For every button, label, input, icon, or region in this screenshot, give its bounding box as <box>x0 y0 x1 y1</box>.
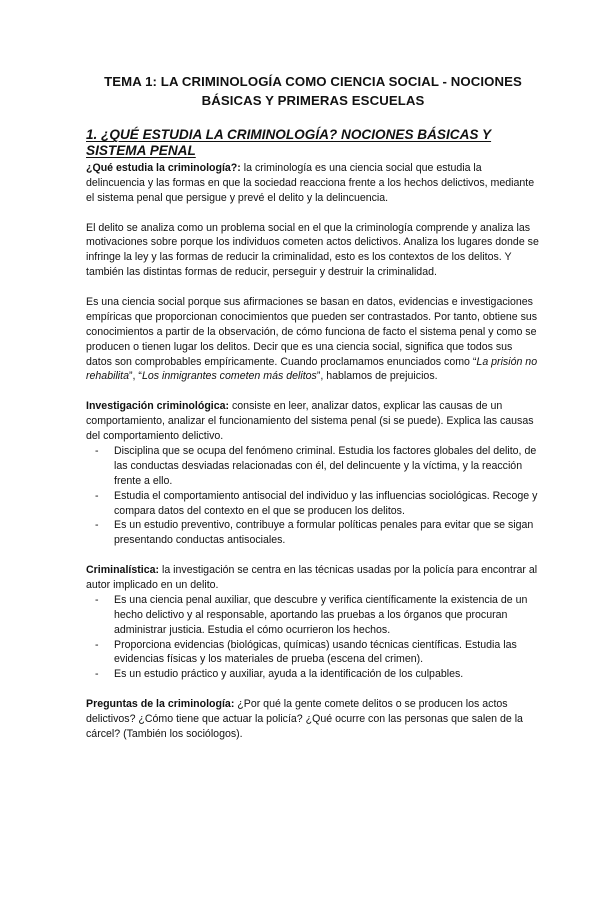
dash-marker: - <box>95 489 99 502</box>
preguntas-text: ¿Por qué la gente comete delitos o se producen los actos delictivos? ¿Cómo tiene que actuar la policía? ¿Qué ocurre con las personas que salen de la cárcel? (También los sociólogos). <box>86 698 523 740</box>
quote-immigrants: Los inmigrantes cometen más delitos <box>141 370 317 383</box>
dash-marker: - <box>95 593 99 606</box>
intro-paragraph <box>86 161 540 206</box>
ciencia-social-paragraph <box>86 295 540 384</box>
dash-marker: - <box>95 638 99 651</box>
list-item-text: Proporciona evidencias (biológicas, químicas) usando técnicas científicas. Estudia las evidencias físicas y los materiales de prueba (escena del crimen). <box>114 638 517 666</box>
delito-paragraph: El delito se analiza como un problema social en el que la criminología comprende y analiza las motivaciones sobre porque los individuos cometen actos delictivos. Analiza los lugares donde se infringe la ley y las formas de reducir la criminalidad, esto es los contextos de los delitos. Y también las distintas formas de reducir, perseguir y destruir la criminalidad. <box>86 221 539 279</box>
investigacion-term: Investigación criminológica: <box>86 400 230 413</box>
dash-marker: - <box>95 668 99 681</box>
investigacion-text: consiste en leer, analizar datos, explicar las causas de un comportamiento, analizar el funcionamiento del sistema penal (si se puede). Explica las causas del comportamiento delictivo. <box>86 400 534 442</box>
list-item-text: Es un estudio preventivo, contribuye a formular políticas penales para evitar que se sigan presentando conductas antisociales. <box>114 519 534 547</box>
preguntas-term: Preguntas de la criminología: <box>86 698 235 711</box>
list-item-text: Es un estudio práctico y auxiliar, ayuda a la identificación de los culpables. <box>114 668 464 681</box>
list-item <box>95 444 540 489</box>
list-item-text: Disciplina que se ocupa del fenómeno criminal. Estudia los factores globales del delito, de las conductas desviadas relacionadas con él, del delincuente y la víctima, y la reacción frente a ello. <box>114 444 537 487</box>
list-item <box>95 489 540 519</box>
quote-end: ”, hablamos de prejuicios. <box>316 370 438 383</box>
investigacion-paragraph <box>86 399 540 444</box>
criminalistica-list <box>86 593 540 682</box>
dash-marker: - <box>95 519 99 532</box>
list-item <box>95 667 540 682</box>
criminalistica-term: Criminalística: <box>86 564 160 577</box>
investigacion-list <box>86 444 540 548</box>
section-heading: 1. ¿QUÉ ESTUDIA LA CRIMINOLOGÍA? NOCIONES BÁSICAS Y SISTEMA PENAL <box>86 127 492 158</box>
ciencia-social-text: Es una ciencia social porque sus afirmaciones se basan en datos, evidencias e investigaciones empíricas que proporcionan conocimientos que pueden ser contrastados. Por tanto, obtiene sus conocimientos a partir de la observación, de cómo funciona de facto el sistema penal y como se producen o tienen lugar los delitos. Decir que es una ciencia social, significa que todos sus datos son comprobables empíricamente. Cuando proclamamos enunciados como “ <box>86 295 538 368</box>
list-item <box>95 518 540 548</box>
list-item <box>95 593 540 638</box>
criminalistica-paragraph <box>86 563 540 593</box>
quote-separator: ”, “ <box>129 370 142 383</box>
criminalistica-text: la investigación se centra en las técnicas usadas por la policía para encontrar al autor implicado en un delito. <box>86 564 538 591</box>
intro-definition: la criminología es una ciencia social que estudia la delincuencia y las formas en que la sociedad reacciona frente a los hechos delictivos, mediante el sistema penal que persigue y prevé el delito y la delincuencia. <box>86 162 535 204</box>
document-page <box>0 72 600 920</box>
quote-prison: La prisión no rehabilita <box>86 355 538 383</box>
intro-term: ¿Qué estudia la criminología?: <box>86 162 241 174</box>
list-item-text: Estudia el comportamiento antisocial del individuo y las influencias sociológicas. Recoge y compara datos del contexto en el que se producen los delitos. <box>114 489 538 517</box>
document-title: TEMA 1: LA CRIMINOLOGÍA COMO CIENCIA SOCIAL - NOCIONES BÁSICAS Y PRIMERAS ESCUELAS <box>104 74 522 108</box>
preguntas-paragraph <box>86 697 540 742</box>
dash-marker: - <box>95 444 99 457</box>
list-item-text: Es una ciencia penal auxiliar, que descubre y verifica científicamente la existencia de un hecho delictivo y al responsable, aportando las pruebas a los órganos que procuran administrar justicia. Estudia el cómo ocurrieron los hechos. <box>114 593 528 636</box>
list-item <box>95 638 540 668</box>
